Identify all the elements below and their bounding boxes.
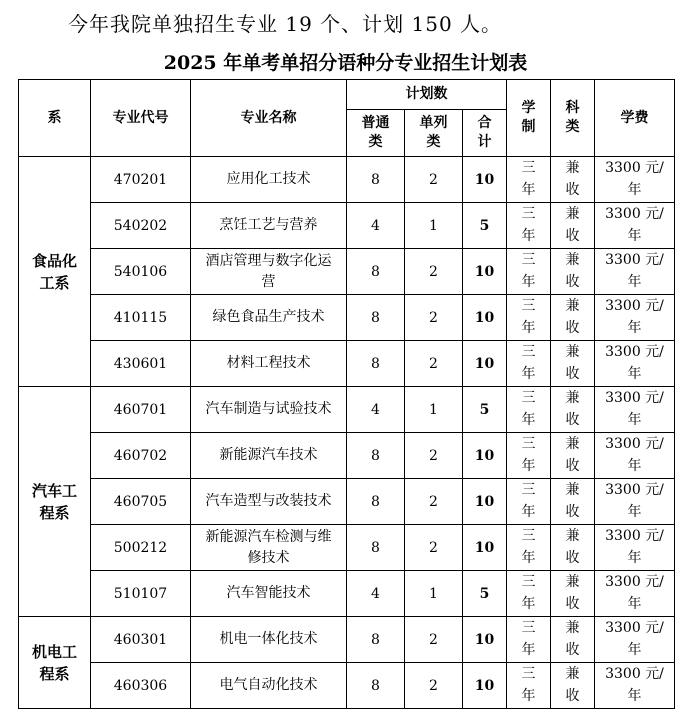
major-code: 460702 — [91, 433, 191, 479]
plan-general: 8 — [347, 433, 405, 479]
plan-total: 5 — [463, 571, 507, 617]
plan-total: 10 — [463, 525, 507, 571]
plan-total: 10 — [463, 295, 507, 341]
category: 兼 收 — [551, 525, 595, 571]
table-body — [19, 157, 675, 709]
plan-single: 1 — [405, 203, 463, 249]
table-row — [19, 341, 675, 387]
plan-single: 2 — [405, 433, 463, 479]
major-name: 酒店管理与数字化运 营 — [191, 249, 347, 295]
plan-general: 8 — [347, 663, 405, 709]
duration: 三 年 — [507, 341, 551, 387]
plan-total: 10 — [463, 157, 507, 203]
plan-total: 10 — [463, 433, 507, 479]
major-name: 材料工程技术 — [191, 341, 347, 387]
major-name: 机电一体化技术 — [191, 617, 347, 663]
table-row — [19, 249, 675, 295]
tuition-fee: 3300 元/ 年 — [595, 295, 675, 341]
dept-cell: 食品化 工系 — [19, 157, 91, 387]
tuition-fee: 3300 元/ 年 — [595, 249, 675, 295]
category: 兼 收 — [551, 387, 595, 433]
major-code: 540106 — [91, 249, 191, 295]
plan-single: 2 — [405, 525, 463, 571]
tuition-fee: 3300 元/ 年 — [595, 571, 675, 617]
tuition-fee: 3300 元/ 年 — [595, 663, 675, 709]
plan-total: 10 — [463, 341, 507, 387]
plan-general: 4 — [347, 203, 405, 249]
tuition-fee: 3300 元/ 年 — [595, 341, 675, 387]
table-row — [19, 479, 675, 525]
plan-single: 2 — [405, 295, 463, 341]
plan-general: 8 — [347, 479, 405, 525]
plan-total: 10 — [463, 479, 507, 525]
tuition-fee: 3300 元/ 年 — [595, 157, 675, 203]
major-name: 新能源汽车技术 — [191, 433, 347, 479]
dept-cell: 机电工 程系 — [19, 617, 91, 709]
plan-general: 8 — [347, 617, 405, 663]
header-duration: 学 制 — [507, 80, 551, 157]
category: 兼 收 — [551, 479, 595, 525]
table-row — [19, 617, 675, 663]
enrollment-plan-table — [18, 79, 675, 709]
duration: 三 年 — [507, 479, 551, 525]
category: 兼 收 — [551, 617, 595, 663]
duration: 三 年 — [507, 525, 551, 571]
category: 兼 收 — [551, 295, 595, 341]
duration: 三 年 — [507, 663, 551, 709]
tuition-fee: 3300 元/ 年 — [595, 617, 675, 663]
category: 兼 收 — [551, 433, 595, 479]
table-row — [19, 387, 675, 433]
table-row — [19, 571, 675, 617]
major-code: 460301 — [91, 617, 191, 663]
header-total: 合 计 — [463, 110, 507, 157]
major-code: 460701 — [91, 387, 191, 433]
header-dept: 系 — [19, 80, 91, 157]
table-row — [19, 203, 675, 249]
plan-single: 2 — [405, 479, 463, 525]
major-code: 470201 — [91, 157, 191, 203]
duration: 三 年 — [507, 387, 551, 433]
table-row — [19, 433, 675, 479]
plan-general: 8 — [347, 249, 405, 295]
major-name: 新能源汽车检测与维 修技术 — [191, 525, 347, 571]
table-title: 2025 年单考单招分语种分专业招生计划表 — [163, 52, 528, 74]
major-name: 应用化工技术 — [191, 157, 347, 203]
tuition-fee: 3300 元/ 年 — [595, 387, 675, 433]
plan-general: 8 — [347, 341, 405, 387]
tuition-fee: 3300 元/ 年 — [595, 203, 675, 249]
major-code: 510107 — [91, 571, 191, 617]
duration: 三 年 — [507, 203, 551, 249]
tuition-fee: 3300 元/ 年 — [595, 525, 675, 571]
plan-total: 5 — [463, 203, 507, 249]
header-code: 专业代号 — [91, 80, 191, 157]
duration: 三 年 — [507, 249, 551, 295]
duration: 三 年 — [507, 617, 551, 663]
plan-single: 2 — [405, 663, 463, 709]
plan-general: 4 — [347, 387, 405, 433]
category: 兼 收 — [551, 341, 595, 387]
duration: 三 年 — [507, 571, 551, 617]
category: 兼 收 — [551, 249, 595, 295]
header-single: 单列 类 — [405, 110, 463, 157]
duration: 三 年 — [507, 157, 551, 203]
major-name: 绿色食品生产技术 — [191, 295, 347, 341]
tuition-fee: 3300 元/ 年 — [595, 479, 675, 525]
table-row — [19, 157, 675, 203]
major-name: 电气自动化技术 — [191, 663, 347, 709]
header-fee: 学费 — [595, 80, 675, 157]
header-general: 普通 类 — [347, 110, 405, 157]
header-name: 专业名称 — [191, 80, 347, 157]
dept-cell: 汽车工 程系 — [19, 387, 91, 617]
plan-single: 2 — [405, 249, 463, 295]
header-plan: 计划数 — [347, 80, 507, 110]
plan-general: 8 — [347, 157, 405, 203]
duration: 三 年 — [507, 295, 551, 341]
major-name: 烹饪工艺与营养 — [191, 203, 347, 249]
duration: 三 年 — [507, 433, 551, 479]
plan-total: 10 — [463, 249, 507, 295]
table-row — [19, 525, 675, 571]
major-code: 540202 — [91, 203, 191, 249]
major-code: 460306 — [91, 663, 191, 709]
category: 兼 收 — [551, 203, 595, 249]
major-code: 460705 — [91, 479, 191, 525]
major-name: 汽车造型与改装技术 — [191, 479, 347, 525]
plan-general: 8 — [347, 295, 405, 341]
plan-single: 2 — [405, 617, 463, 663]
header-category: 科 类 — [551, 80, 595, 157]
plan-total: 5 — [463, 387, 507, 433]
plan-general: 8 — [347, 525, 405, 571]
table-row — [19, 295, 675, 341]
category: 兼 收 — [551, 571, 595, 617]
intro-text: 今年我院单独招生专业 19 个、计划 150 人。 — [68, 12, 503, 36]
plan-single: 1 — [405, 571, 463, 617]
category: 兼 收 — [551, 663, 595, 709]
plan-total: 10 — [463, 617, 507, 663]
plan-single: 2 — [405, 157, 463, 203]
plan-single: 1 — [405, 387, 463, 433]
major-code: 410115 — [91, 295, 191, 341]
major-name: 汽车智能技术 — [191, 571, 347, 617]
plan-single: 2 — [405, 341, 463, 387]
major-code: 430601 — [91, 341, 191, 387]
plan-general: 4 — [347, 571, 405, 617]
major-name: 汽车制造与试验技术 — [191, 387, 347, 433]
category: 兼 收 — [551, 157, 595, 203]
table-row — [19, 663, 675, 709]
tuition-fee: 3300 元/ 年 — [595, 433, 675, 479]
major-code: 500212 — [91, 525, 191, 571]
plan-total: 10 — [463, 663, 507, 709]
